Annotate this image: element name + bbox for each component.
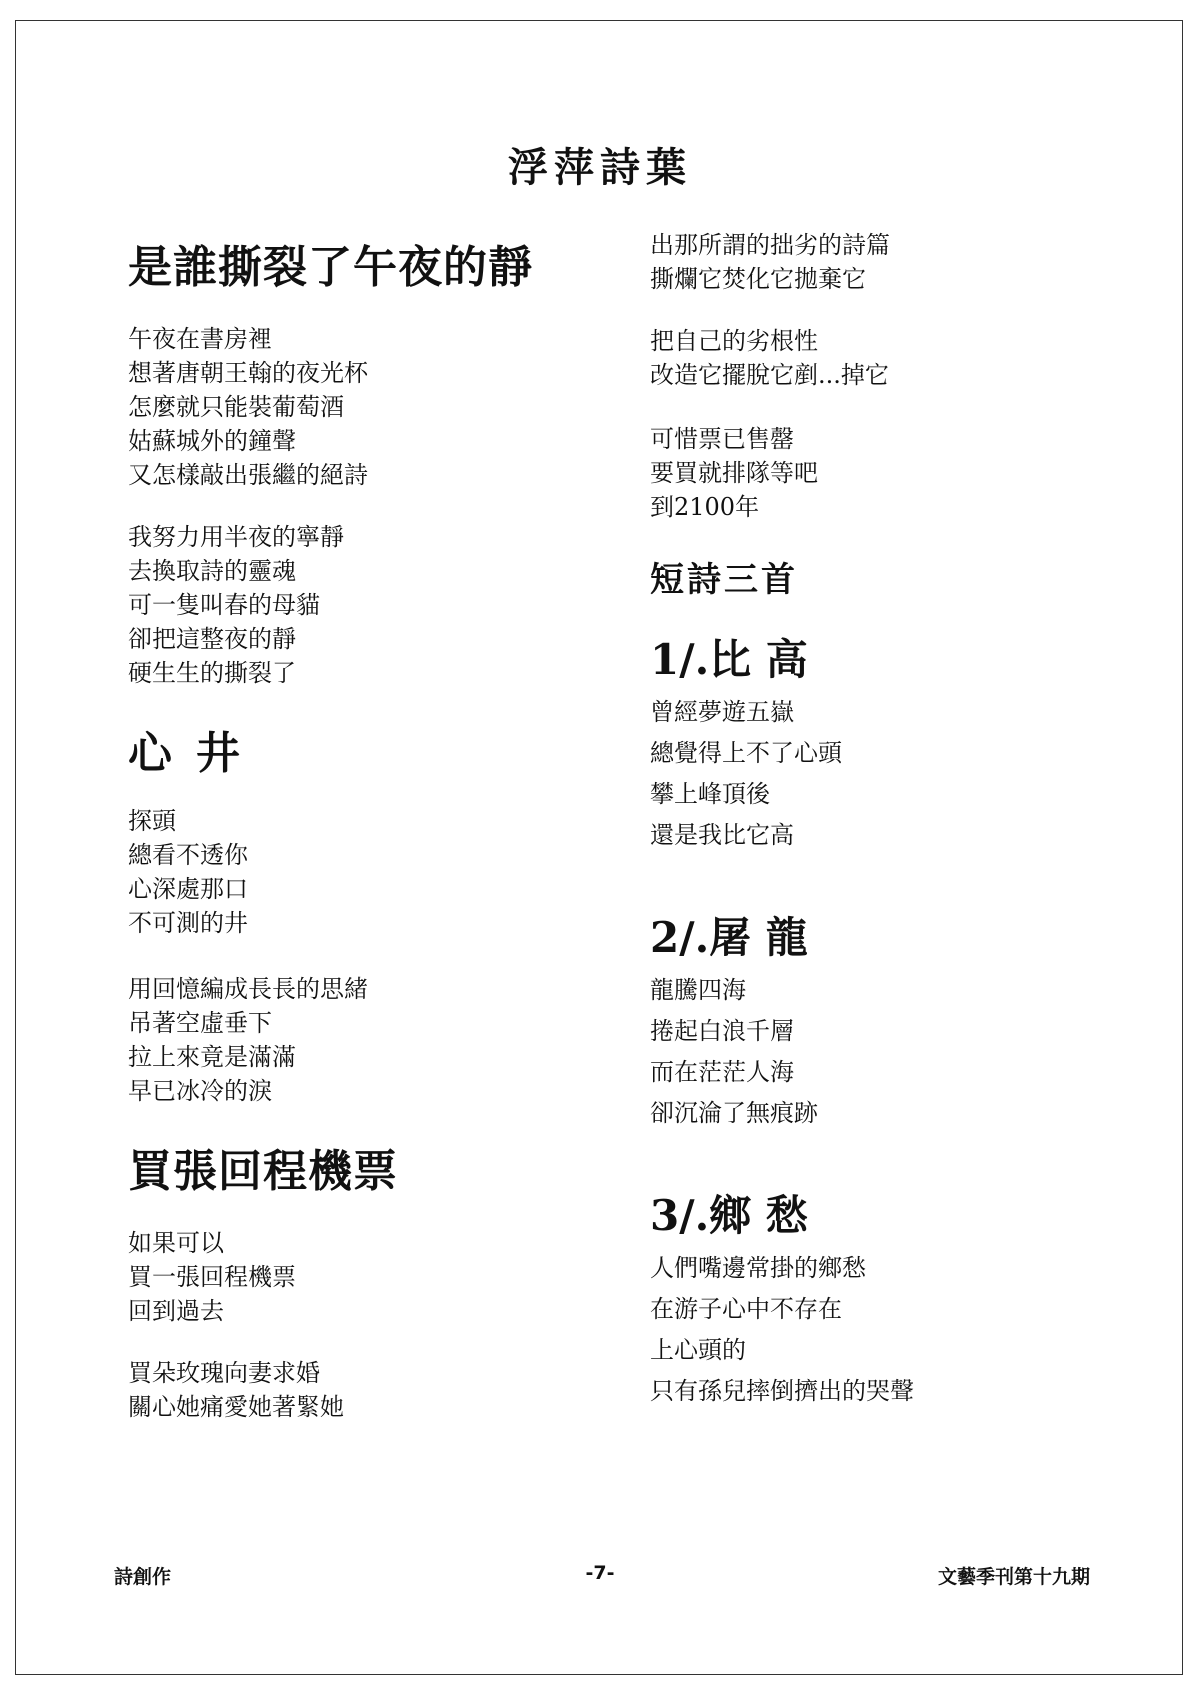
poem-line: 出那所謂的拙劣的詩篇 bbox=[650, 231, 890, 259]
poem-line: 捲起白浪千層 bbox=[650, 1017, 794, 1045]
poem-line: 關心她痛愛她著緊她 bbox=[128, 1393, 344, 1421]
stanza bbox=[650, 1248, 1170, 1412]
footer-section-label: 詩創作 bbox=[114, 1566, 172, 1588]
poem-line: 硬生生的撕裂了 bbox=[128, 659, 296, 687]
publication-name: 文藝季刊第十九期 bbox=[937, 1566, 1090, 1588]
poem-line: 而在茫茫人海 bbox=[650, 1058, 794, 1086]
poem-line: 只有孫兒摔倒擠出的哭聲 bbox=[650, 1377, 914, 1405]
poem-title: 1/.比 高 bbox=[650, 635, 808, 684]
page-title: 浮萍詩葉 bbox=[508, 144, 692, 191]
poem-line: 人們嘴邊常掛的鄉愁 bbox=[650, 1254, 866, 1282]
poem-line: 改造它擺脫它剷...掉它 bbox=[650, 361, 889, 389]
poem-line: 可惜票已售罄 bbox=[650, 425, 794, 453]
poem-line: 探頭 bbox=[128, 807, 176, 835]
stanza bbox=[650, 228, 1170, 296]
stanza bbox=[128, 1226, 648, 1328]
poem-line: 撕爛它焚化它拋棄它 bbox=[650, 265, 866, 293]
page-number: -7- bbox=[585, 1562, 615, 1584]
stanza bbox=[650, 324, 1170, 392]
poem-line: 拉上來竟是滿滿 bbox=[128, 1043, 296, 1071]
poem-line: 不可測的井 bbox=[128, 909, 248, 937]
section-title: 短詩三首 bbox=[650, 560, 798, 600]
poem-line: 到2100年 bbox=[650, 493, 760, 521]
stanza bbox=[650, 970, 1170, 1134]
poem-line: 卻把這整夜的靜 bbox=[128, 625, 296, 653]
poem-line: 心深處那口 bbox=[128, 875, 248, 903]
poem-line: 回到過去 bbox=[128, 1297, 224, 1325]
poem-line: 去換取詩的靈魂 bbox=[128, 557, 296, 585]
poem-line: 總覺得上不了心頭 bbox=[650, 739, 842, 767]
poem-line: 在游子心中不存在 bbox=[650, 1295, 842, 1323]
poem-line: 用回憶編成長長的思緒 bbox=[128, 975, 368, 1003]
poem-line: 買朵玫瑰向妻求婚 bbox=[128, 1359, 320, 1387]
poem-title: 3/.鄉 愁 bbox=[650, 1191, 808, 1240]
poem-line: 又怎樣敲出張繼的絕詩 bbox=[128, 461, 368, 489]
poem-line: 攀上峰頂後 bbox=[650, 780, 770, 808]
poem-line: 怎麼就只能裝葡萄酒 bbox=[128, 393, 344, 421]
poem-line: 早已冰冷的淚 bbox=[128, 1077, 272, 1105]
poem-line: 姑蘇城外的鐘聲 bbox=[128, 427, 296, 455]
poem-line: 吊著空虛垂下 bbox=[128, 1009, 272, 1037]
poem-line: 如果可以 bbox=[128, 1229, 224, 1257]
poem-line: 還是我比它高 bbox=[650, 821, 794, 849]
poem-line: 買一張回程機票 bbox=[128, 1263, 296, 1291]
poem-title: 買張回程機票 bbox=[128, 1146, 398, 1197]
poem-line: 要買就排隊等吧 bbox=[650, 459, 818, 487]
poem-line: 想著唐朝王翰的夜光杯 bbox=[128, 359, 368, 387]
stanza bbox=[128, 804, 648, 940]
poem-line: 午夜在書房裡 bbox=[128, 325, 272, 353]
right-column bbox=[650, 228, 1170, 1412]
stanza bbox=[128, 972, 648, 1108]
poem-title: 2/.屠 龍 bbox=[650, 913, 808, 962]
poem-line: 龍騰四海 bbox=[650, 976, 746, 1004]
poem-line: 卻沉淪了無痕跡 bbox=[650, 1099, 818, 1127]
poem-line: 把自己的劣根性 bbox=[650, 327, 818, 355]
stanza bbox=[650, 692, 1170, 856]
poem-title: 是誰撕裂了午夜的靜 bbox=[128, 242, 533, 293]
poem-line: 曾經夢遊五嶽 bbox=[650, 698, 794, 726]
poem-line: 可一隻叫春的母貓 bbox=[128, 591, 320, 619]
left-column bbox=[128, 240, 648, 1424]
poem-line: 總看不透你 bbox=[128, 841, 248, 869]
poem-line: 上心頭的 bbox=[650, 1336, 746, 1364]
poem-title: 心井 bbox=[128, 728, 264, 779]
stanza bbox=[650, 422, 1170, 524]
stanza bbox=[128, 322, 648, 492]
stanza bbox=[128, 520, 648, 690]
stanza bbox=[128, 1356, 648, 1424]
poem-line: 我努力用半夜的寧靜 bbox=[128, 523, 344, 551]
